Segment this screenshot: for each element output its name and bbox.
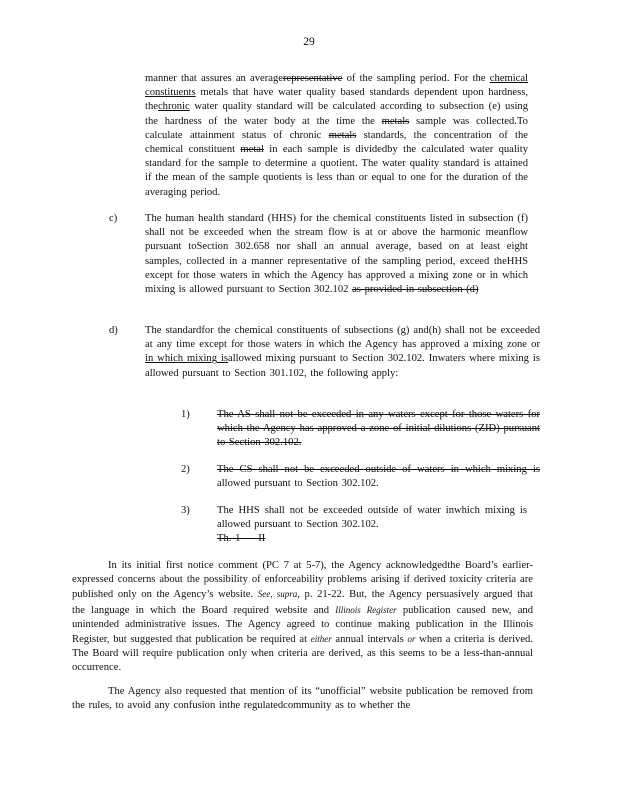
text-span: metals that have water quality based standards dependent upon hardness, the bbox=[145, 87, 528, 113]
page-number: 29 bbox=[303, 36, 315, 48]
italic-text: or bbox=[407, 634, 416, 645]
item-d-marker: d) bbox=[109, 325, 118, 336]
text-span: , p. 21-22. But, the Agency persuasively argued that the language in which the Board required website and bbox=[72, 589, 533, 616]
italic-text: either bbox=[310, 634, 332, 645]
discussion-paragraph-1 bbox=[72, 559, 533, 676]
text-span: In its initial first notice comment (PC 7 at 5-7), the Agency acknowledgedthe Board’s earlier-expressed concerns about the possibility of enforceability problems arising if derived toxicity criteria are published only on the Agency’s website. bbox=[72, 560, 533, 601]
deleted-text: Th. 1 — II bbox=[217, 533, 266, 545]
deleted-text: representative bbox=[282, 73, 343, 84]
text-span: The human health standard (HHS) for the chemical constituents listed in subsection (f) shall not be exceeded when the stream flow is at or above the harmonic meanflow pursuant toSection 302.658 nor shall an annual average, based on at least eight samples, collected in a manner representative of the sampling period, exceed theHHS except for those waters in which the Agency has approved a mixing zone or in which mixing is allowed pursuant to Section 302.102 bbox=[145, 213, 528, 296]
text-span: when a criteria is derived. The Board will require publication only when criteria are derived, as this seems to be a less-than-annual occurrence. bbox=[72, 634, 533, 674]
item-c-marker: c) bbox=[109, 213, 118, 224]
sub-2-text bbox=[217, 463, 540, 491]
deleted-text: metals bbox=[328, 129, 357, 141]
deleted-text: The CS shall not be exceeded outside of waters in which mixing is bbox=[217, 464, 540, 475]
sub-1-marker: 1) bbox=[181, 409, 190, 420]
sub-3-text bbox=[217, 504, 527, 547]
inserted-text: in which mixing is bbox=[145, 353, 229, 365]
deleted-text: metal bbox=[240, 144, 264, 156]
text-span: standards, the concentration of the chemical constituent bbox=[145, 129, 528, 156]
italic-text: See, supra bbox=[257, 589, 298, 600]
text-span: sample was collected.To calculate attainment status of chronic bbox=[145, 115, 528, 141]
text-span: The Agency also requested that mention of its “unofficial” website publication be removed from the rules, to avoid any confusion inthe regulatedcommunity as to whether the bbox=[72, 686, 533, 712]
text-span: The HHS shall not be exceeded outside of water inwhich mixing is allowed pursuant to Section 302.102. bbox=[217, 505, 527, 531]
deleted-text: as provided in subsection (d) bbox=[352, 284, 479, 296]
text-span: of the sampling period. For the bbox=[342, 73, 490, 84]
discussion-paragraph-2 bbox=[72, 685, 533, 713]
text-span: manner that assures an average bbox=[145, 73, 283, 84]
deleted-text: metals bbox=[381, 115, 410, 127]
text-span: The standardfor the chemical constituents of subsections (g) and(h) shall not be exceeded at any time except for those waters in which the Agency has approved a mixing zone or bbox=[145, 325, 540, 351]
text-span: allowed pursuant to Section 302.102. bbox=[217, 478, 379, 490]
subsection-continuation bbox=[145, 72, 528, 200]
text-span: water quality standard will be calculated according to subsection (e) using the hardness of the water body at the time the bbox=[145, 101, 528, 127]
inserted-text: chemical constituents bbox=[145, 73, 528, 99]
deleted-text: The AS shall not be exceeded in any waters except for those waters for which the Agency has approved a zone of initial dilutions (ZID) pursuant to Section 302.102. bbox=[217, 409, 540, 449]
text-span: allowed mixing pursuant to Section 302.102. Inwaters where mixing is allowed pursuant to Section 301.102, the following apply: bbox=[145, 353, 540, 379]
text-span: publication caused new, and unintended administrative issues. The Agency agreed to continue making publication in the Illinois Register, but suggested that publication be required at bbox=[72, 604, 533, 646]
italic-text: Illinois Register bbox=[335, 604, 397, 615]
text-span: annual intervals bbox=[331, 634, 408, 646]
sub-2-marker: 2) bbox=[181, 464, 190, 475]
item-c-text bbox=[145, 212, 528, 297]
item-d-text bbox=[145, 324, 540, 381]
text-span: in each sample is dividedby the calculated water quality standard for the sample to determine a quotient. The water quality standard is attained if the mean of the sample quotients is less than or equal to one for the duration of the averaging period. bbox=[145, 144, 528, 198]
sub-3-marker: 3) bbox=[181, 505, 190, 516]
sub-1-text bbox=[217, 408, 540, 451]
inserted-text: chronic bbox=[157, 101, 190, 113]
